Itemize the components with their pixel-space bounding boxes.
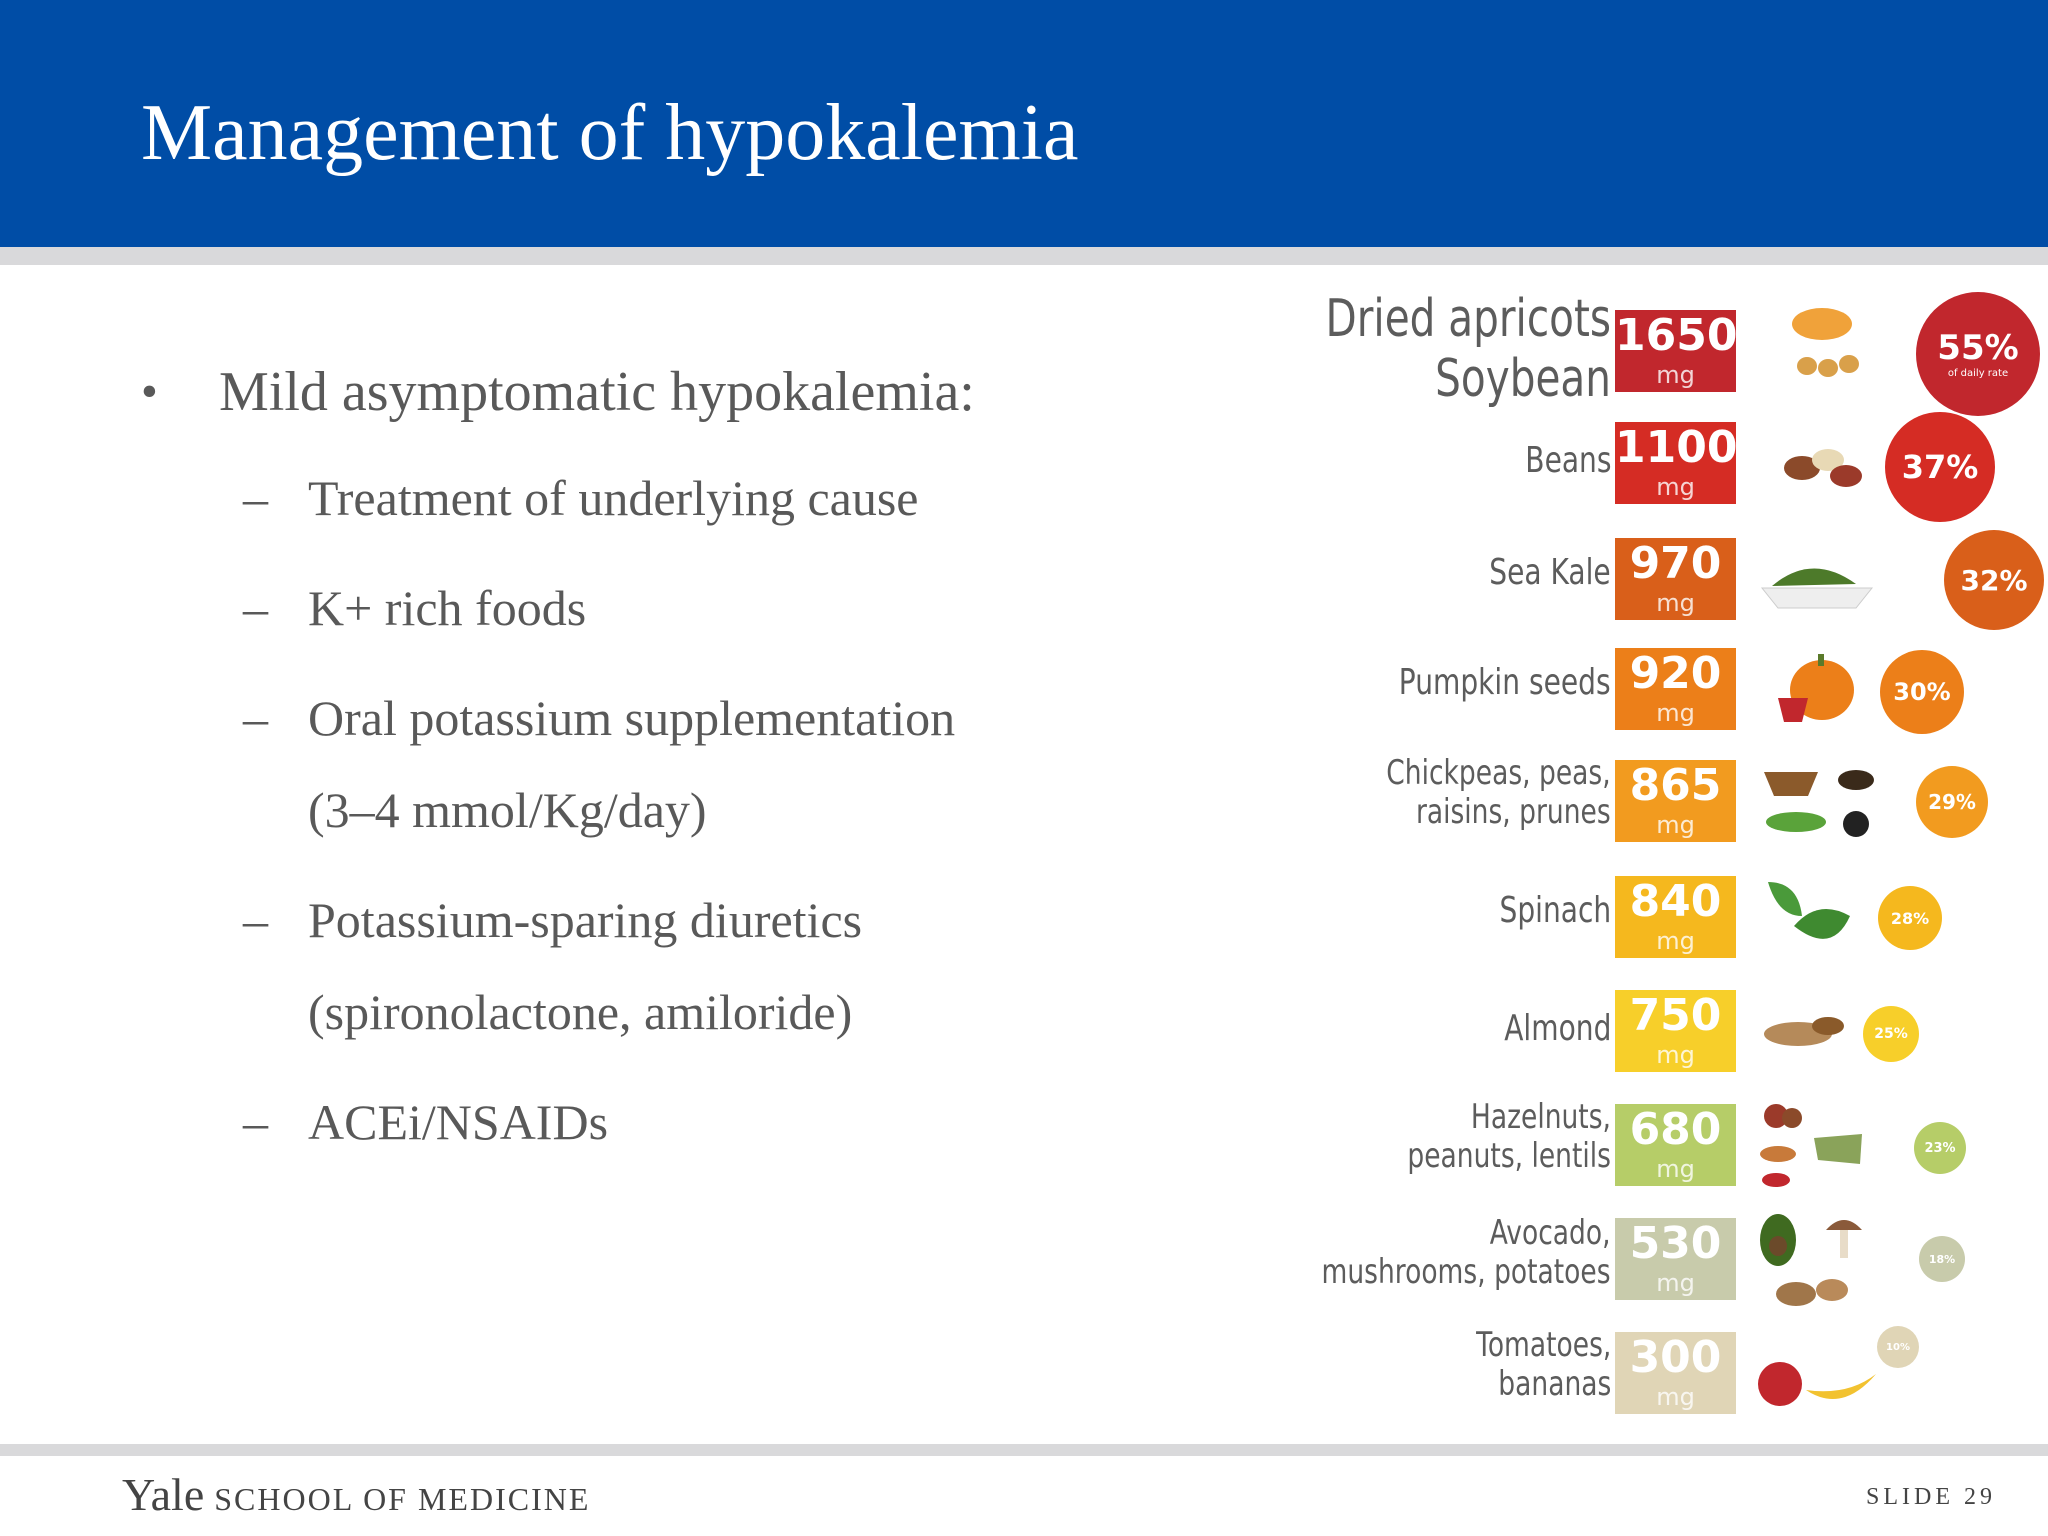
- food-name-line: Soybean: [1435, 348, 1611, 409]
- potassium-value-box: [1615, 1332, 1736, 1414]
- header-divider: [0, 247, 2048, 265]
- daily-percent-badge: [1885, 412, 1995, 522]
- potassium-value-box: [1615, 538, 1736, 620]
- food-name-line: bananas: [1497, 1364, 1611, 1405]
- daily-percent: 23%: [1924, 1140, 1956, 1156]
- dash-marker: –: [243, 1094, 268, 1150]
- potassium-value: 300: [1629, 1332, 1722, 1383]
- tomato-banana-icon: [1752, 1340, 1882, 1420]
- daily-percent-badge: [1863, 1006, 1919, 1062]
- potassium-value-box: [1615, 1104, 1736, 1186]
- brand-school: SCHOOL OF MEDICINE: [214, 1481, 591, 1517]
- bullet-list: [141, 350, 1291, 1168]
- potassium-value: 750: [1629, 990, 1722, 1041]
- yale-school-of-medicine-logo: [122, 1468, 590, 1521]
- daily-percent: 29%: [1928, 790, 1976, 814]
- sub-item-text: Oral potassium supplementation: [308, 690, 956, 746]
- bullet-item-main: [141, 350, 1291, 434]
- potassium-value: 865: [1629, 760, 1722, 811]
- dash-marker: –: [243, 690, 268, 746]
- sub-item-k-rich-foods: [141, 562, 1291, 654]
- almond-icon: [1758, 1004, 1858, 1064]
- pumpkin-icon: [1758, 650, 1868, 730]
- food-name-line: raisins, prunes: [1416, 792, 1611, 833]
- food-name-line: mushrooms, potatoes: [1321, 1252, 1611, 1293]
- daily-percent: 30%: [1893, 678, 1951, 706]
- potassium-value-box: [1615, 310, 1736, 392]
- sub-item-oral-supplementation: [141, 672, 1291, 856]
- sub-item-acei-nsaids: [141, 1076, 1291, 1168]
- potassium-value: 970: [1629, 538, 1722, 589]
- sub-item-text: Potassium-sparing diuretics: [308, 892, 863, 948]
- food-row: [1322, 1326, 2048, 1426]
- daily-percent: 32%: [1960, 563, 2028, 597]
- food-row: [1322, 288, 2048, 409]
- food-row: [1322, 420, 2048, 508]
- dash-marker: –: [243, 580, 268, 636]
- daily-percent-badge: [1878, 886, 1942, 950]
- dash-marker: –: [243, 892, 268, 948]
- potassium-unit: mg: [1656, 473, 1695, 501]
- food-row: [1322, 1214, 2048, 1314]
- footer-divider: [0, 1444, 2048, 1456]
- food-row: [1322, 986, 2048, 1076]
- food-name-line: Tomatoes,: [1475, 1325, 1611, 1365]
- daily-percent: 28%: [1890, 908, 1930, 928]
- sub-item-text-cont: (3–4 mmol/Kg/day): [308, 782, 707, 838]
- avocado-mushroom-icon: [1752, 1210, 1882, 1310]
- sub-item-text: Treatment of underlying cause: [308, 470, 919, 526]
- spinach-icon: [1758, 872, 1858, 962]
- food-name: [1322, 1214, 1611, 1292]
- sub-item-underlying-cause: [141, 452, 1291, 544]
- potassium-unit: mg: [1656, 1269, 1695, 1297]
- food-name: [1326, 290, 1611, 410]
- potassium-foods-infographic: [1322, 268, 2048, 1420]
- daily-percent-badge: [1914, 1122, 1966, 1174]
- daily-percent-badge: [1916, 292, 2040, 416]
- daily-percent: 10%: [1886, 1341, 1910, 1353]
- daily-percent: 25%: [1874, 1026, 1908, 1042]
- potassium-value-box: [1615, 422, 1736, 504]
- daily-percent-badge: [1919, 1236, 1965, 1282]
- potassium-unit: mg: [1656, 1155, 1695, 1183]
- potassium-unit: mg: [1656, 1041, 1695, 1069]
- food-row: [1322, 872, 2048, 962]
- potassium-value-box: [1615, 990, 1736, 1072]
- apricot-soybean-icon: [1762, 296, 1882, 396]
- food-row: [1322, 754, 2048, 850]
- sub-item-text: ACEi/NSAIDs: [308, 1094, 609, 1150]
- bullet-text: Mild asymptomatic hypokalemia:: [219, 361, 975, 423]
- potassium-value-box: [1615, 1218, 1736, 1300]
- food-name-line: Hazelnuts,: [1470, 1097, 1611, 1137]
- food-name: [1387, 754, 1611, 832]
- potassium-value: 1100: [1615, 422, 1738, 473]
- food-name-line: Beans: [1524, 440, 1611, 481]
- sea-kale-icon: [1752, 544, 1882, 614]
- potassium-unit: mg: [1656, 927, 1695, 955]
- slide-number: SLIDE 29: [1866, 1484, 1996, 1510]
- sub-item-text-cont: (spironolactone, amiloride): [308, 984, 853, 1040]
- food-name-line: Almond: [1503, 1008, 1611, 1049]
- daily-percent: 37%: [1901, 448, 1979, 486]
- hazelnut-lentil-icon: [1752, 1098, 1882, 1198]
- potassium-value-box: [1615, 648, 1736, 730]
- potassium-value: 920: [1629, 648, 1722, 699]
- potassium-value-box: [1615, 876, 1736, 958]
- potassium-value: 680: [1629, 1104, 1722, 1155]
- beans-icon: [1762, 430, 1882, 500]
- potassium-unit: mg: [1656, 811, 1695, 839]
- food-name: [1499, 890, 1611, 931]
- food-name: [1407, 1098, 1611, 1176]
- brand-yale: Yale: [122, 1469, 205, 1520]
- potassium-unit: mg: [1656, 699, 1695, 727]
- daily-percent: 55%: [1937, 328, 2019, 368]
- potassium-unit: mg: [1656, 361, 1695, 389]
- bullet-dot: •: [141, 365, 158, 418]
- daily-percent-note: of daily rate: [1947, 368, 2009, 379]
- food-name-line: Pumpkin seeds: [1399, 662, 1611, 703]
- slide-title: Management of hypokalemia: [141, 89, 1079, 177]
- potassium-value: 840: [1629, 876, 1722, 927]
- dash-marker: –: [243, 470, 268, 526]
- potassium-value: 530: [1629, 1218, 1722, 1269]
- daily-percent-badge: [1877, 1326, 1919, 1368]
- food-name: [1490, 552, 1611, 593]
- daily-percent-badge: [1944, 530, 2044, 630]
- sub-item-text: K+ rich foods: [308, 580, 587, 636]
- food-row: [1322, 1098, 2048, 1198]
- food-name: [1525, 440, 1611, 481]
- daily-percent-badge: [1916, 766, 1988, 838]
- potassium-value-box: [1615, 760, 1736, 842]
- food-name-line: Dried apricots: [1325, 289, 1611, 349]
- chickpeas-raisins-icon: [1756, 754, 1886, 844]
- food-row: [1322, 530, 2048, 620]
- food-name-line: Avocado,: [1490, 1213, 1611, 1253]
- daily-percent-badge: [1880, 650, 1964, 734]
- food-name-line: Chickpeas, peas,: [1386, 753, 1611, 793]
- food-name-line: Spinach: [1499, 890, 1611, 931]
- daily-percent: 18%: [1928, 1252, 1956, 1266]
- food-name-line: peanuts, lentils: [1407, 1136, 1611, 1177]
- food-row: [1322, 640, 2048, 730]
- food-name: [1476, 1326, 1611, 1404]
- sub-item-potassium-sparing: [141, 874, 1291, 1058]
- food-name: [1504, 1008, 1611, 1049]
- title-bar: [0, 0, 2048, 247]
- food-name: [1399, 662, 1611, 703]
- potassium-value: 1650: [1615, 310, 1738, 361]
- food-name-line: Sea Kale: [1489, 552, 1611, 593]
- potassium-unit: mg: [1656, 589, 1695, 617]
- potassium-unit: mg: [1656, 1383, 1695, 1411]
